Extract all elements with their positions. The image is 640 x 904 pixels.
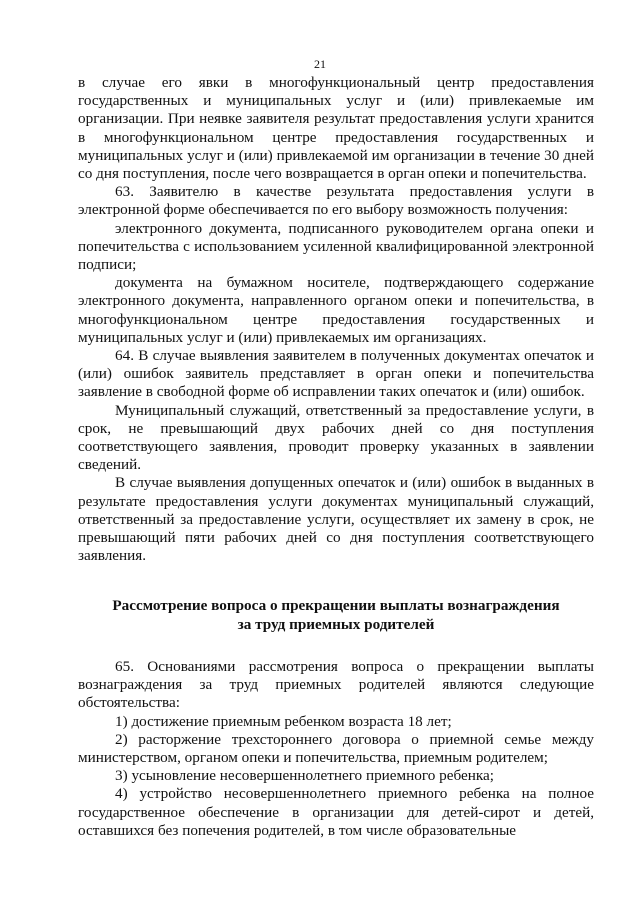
paragraph-electronic-document: электронного документа, подписанного руководителем органа опеки и попечительства с использованием усиленной квалифицированной электронной подписи; <box>78 219 594 274</box>
paragraph-65: 65. Основаниями рассмотрения вопроса о прекращении выплаты вознаграждения за труд приемных родителей являются следующие обстоятельства: <box>78 657 594 712</box>
section-heading <box>78 597 594 633</box>
paragraph-paper-document: документа на бумажном носителе, подтверждающего содержание электронного документа, направленного органом опеки и попечительства, в многофункциональном центре предоставления государственных и муниципальных услуг и (или) привлекаемых им организациях. <box>78 274 594 346</box>
paragraph-63: 63. Заявителю в качестве результата предоставления услуги в электронной форме обеспечивается по его выбору возможность получения: <box>78 183 594 219</box>
paragraph-check-period: Муниципальный служащий, ответственный за предоставление услуги, в срок, не превышающий двух рабочих дней со дня поступления соответствующего заявления, проводит проверку указанных в заявлении сведений. <box>78 401 594 474</box>
list-item-1: 1) достижение приемным ребенком возраста 18 лет; <box>115 712 452 730</box>
paragraph-64: 64. В случае выявления заявителем в полученных документах опечаток и (или) ошибок заявитель представляет в орган опеки и попечительства заявление в свободной форме об исправлении таких опечаток и (или) ошибок. <box>78 347 594 401</box>
paragraph-replacement: В случае выявления допущенных опечаток и (или) ошибок в выданных в результате предоставления услуги документах муниципальный служащий, ответственный за предоставление услуги, осуществляет их замену в срок, не превышающий пяти рабочих дней со дня поступления соответствующего заявления. <box>78 474 594 565</box>
page-number: 21 <box>314 57 326 71</box>
section-heading-line-2: за труд приемных родителей <box>237 615 435 633</box>
list-item-4: 4) устройство несовершеннолетнего приемного ребенка на полное государственное обеспечение в организации для детей-сирот и детей, оставшихся без попечения родителей, в том числе образовательные <box>78 785 594 839</box>
list-item-3: 3) усыновление несовершеннолетнего приемного ребенка; <box>115 767 494 785</box>
paragraph-continuation: в случае его явки в многофункциональный центр предоставления государственных и муниципальных услуг и (или) привлекаемые им организации. При неявке заявителя результат предоставления услуги хранится в многофункциональном центре предоставления государственных и муниципальных услуг и (или) привлекаемой им организации в течение 30 дней со дня поступления, после чего возвращается в орган опеки и попечительства. <box>78 74 594 183</box>
list-item-2: 2) расторжение трехстороннего договора о приемной семье между министерством, органом опеки и попечительства, приемным родителем; <box>78 730 594 766</box>
section-heading-line-1: Рассмотрение вопроса о прекращении выплаты вознаграждения <box>112 597 560 615</box>
document-body <box>78 74 594 840</box>
